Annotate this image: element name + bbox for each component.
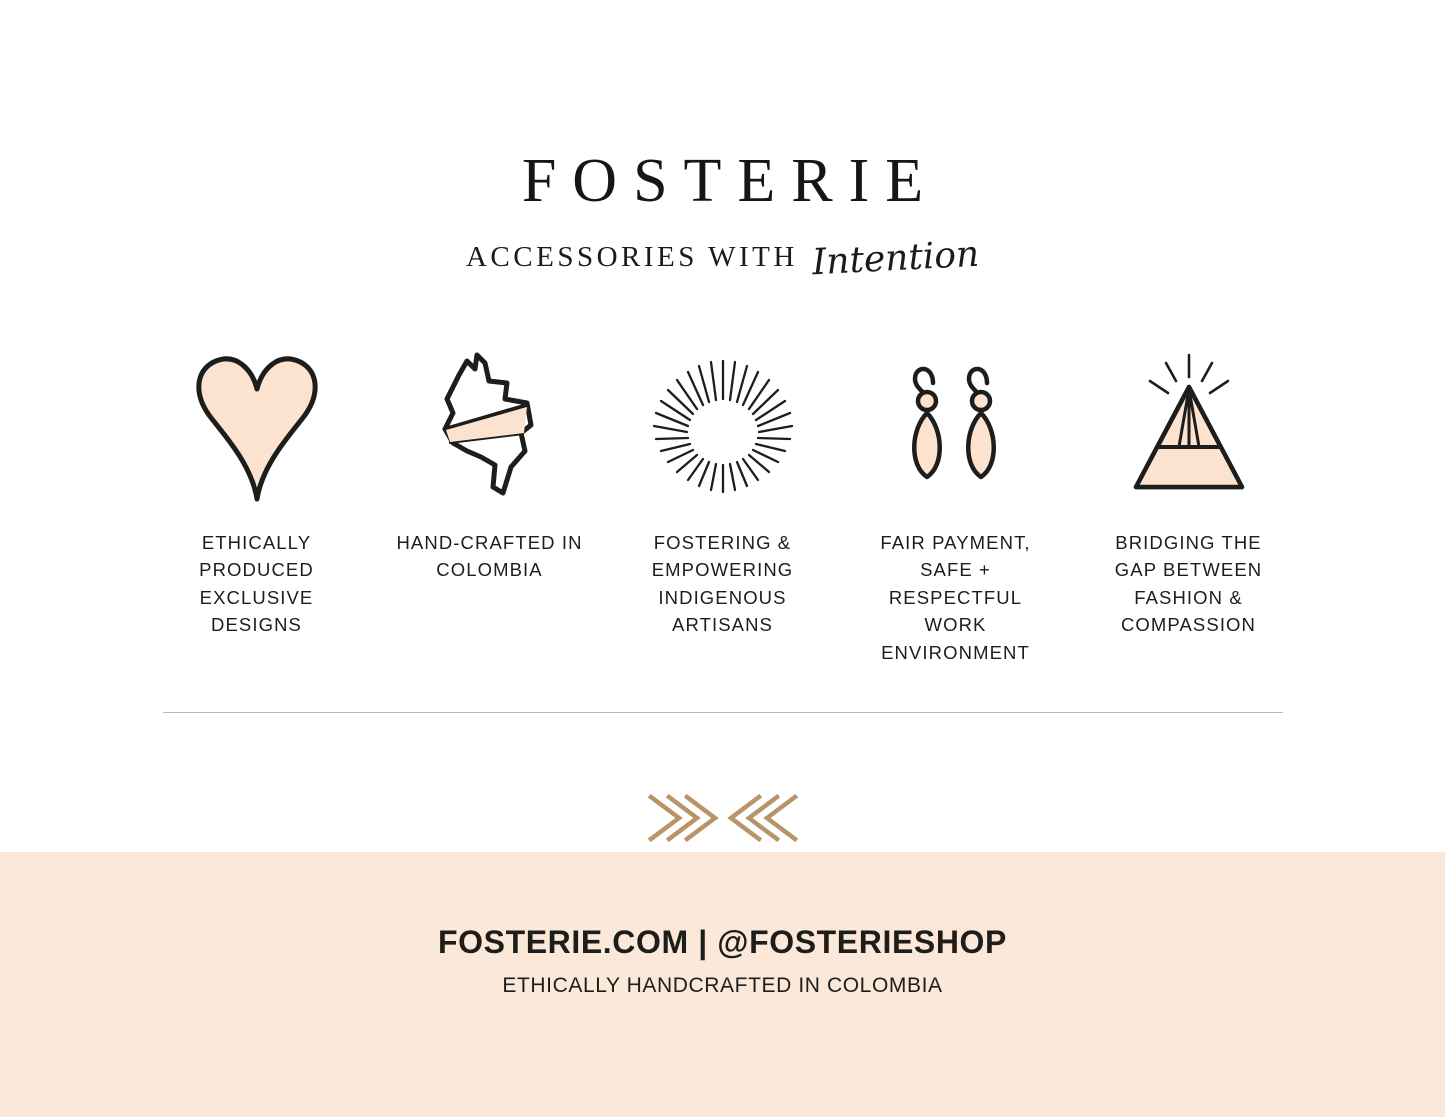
- footer-band: [0, 852, 1445, 1117]
- brand-header: [0, 0, 1445, 284]
- feature-list: [163, 347, 1283, 666]
- feature-label: HAND-CRAFTED IN COLOMBIA: [396, 532, 583, 581]
- heart-icon: [182, 347, 332, 507]
- footer-handle: FOSTERIE.COM | @FOSTERIESHOP: [437, 924, 1007, 960]
- feature-label: BRIDGING THE GAP BETWEEN FASHION & COMPASSION: [1114, 532, 1263, 636]
- brand-title: FOSTERIE: [521, 147, 940, 215]
- feature-item: [163, 347, 351, 639]
- footer-subtitle: ETHICALLY HANDCRAFTED IN COLOMBIA: [502, 974, 943, 997]
- feature-item: [1095, 347, 1283, 639]
- colombia-map-icon: [415, 347, 565, 507]
- brand-tagline: [0, 233, 1445, 284]
- sunburst-icon: [638, 347, 808, 507]
- double-arrow-ornament: [0, 787, 1445, 849]
- feature-label: ETHICALLY PRODUCED EXCLUSIVE DESIGNS: [199, 532, 314, 636]
- tagline-script-text: Intention: [810, 233, 980, 284]
- feature-item: [629, 347, 817, 639]
- feature-label: FAIR PAYMENT, SAFE + RESPECTFUL WORK ENVIRONMENT: [880, 532, 1031, 663]
- feature-item: [862, 347, 1050, 666]
- feature-item: [396, 347, 584, 584]
- teepee-icon: [1114, 347, 1264, 507]
- feature-label: FOSTERING & EMPOWERING INDIGENOUS ARTISANS: [651, 532, 794, 636]
- tagline-main-text: ACCESSORIES WITH: [465, 241, 798, 273]
- section-divider: [163, 712, 1283, 713]
- earrings-icon: [881, 347, 1031, 507]
